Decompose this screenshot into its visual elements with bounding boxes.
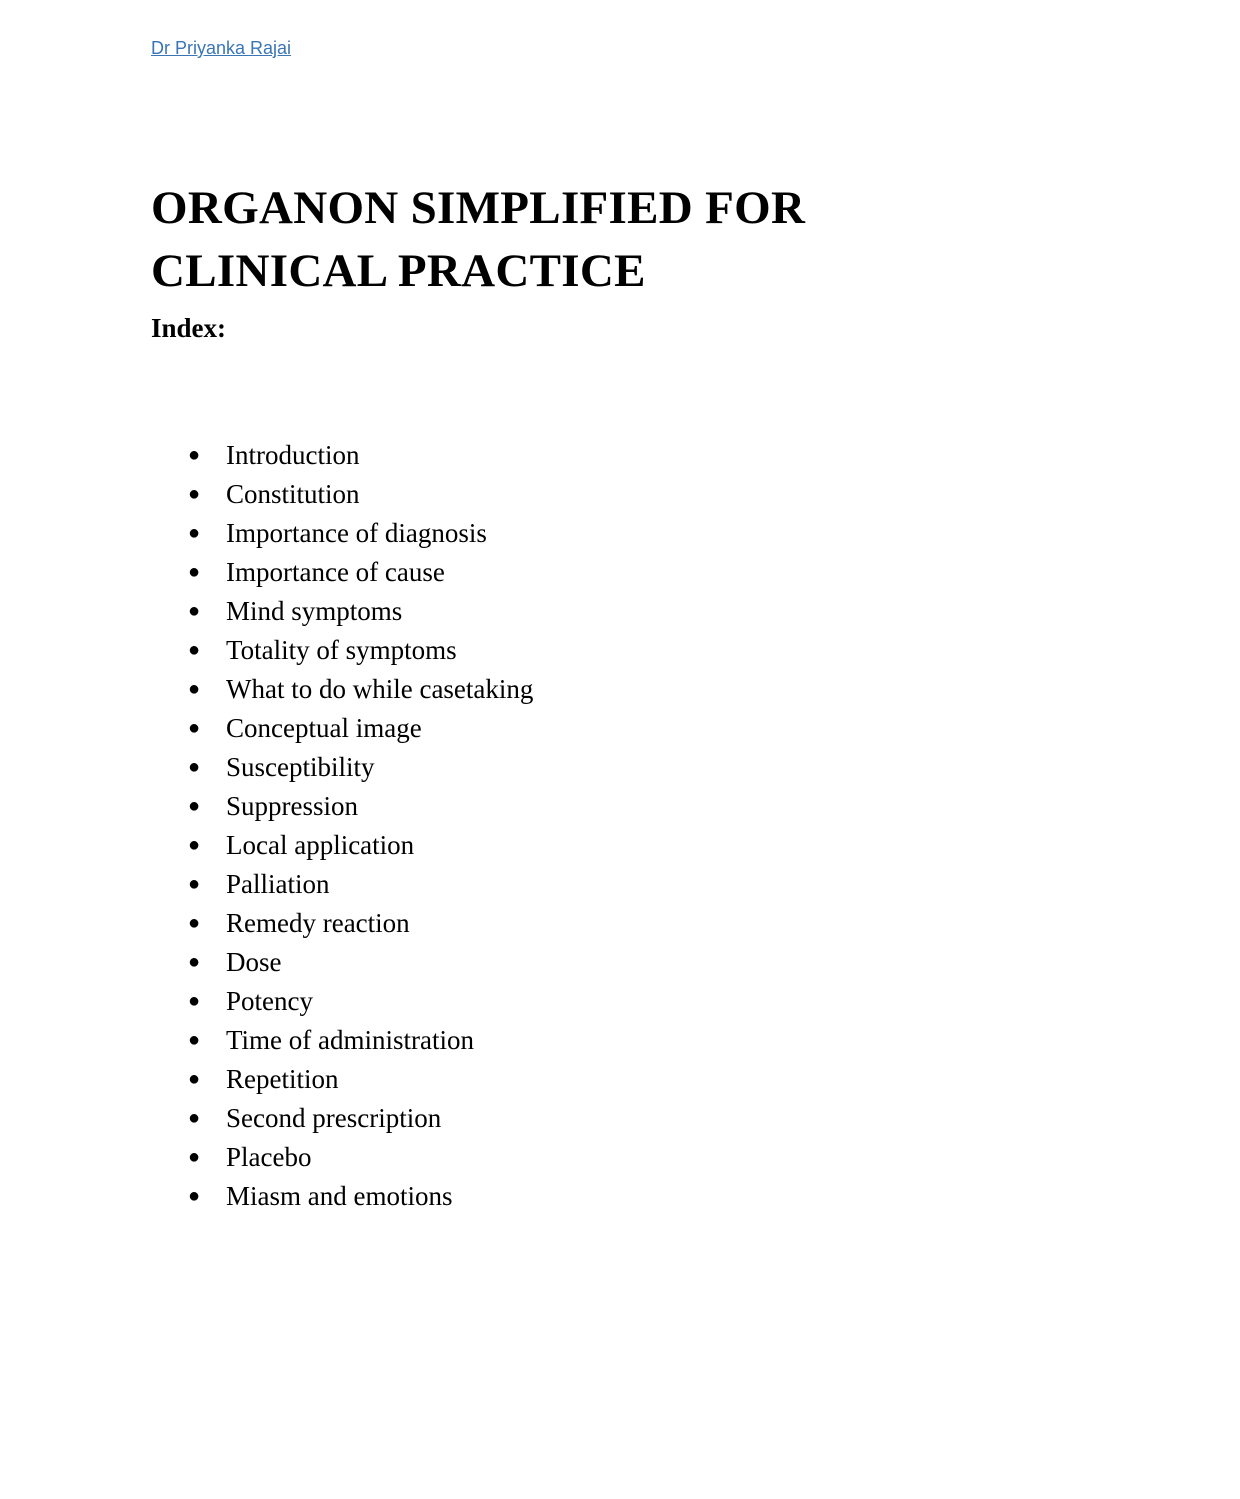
- index-list: [151, 436, 1051, 1216]
- page-title: ORGANON SIMPLIFIED FOR CLINICAL PRACTICE: [151, 182, 806, 297]
- list-item-label: What to do while casetaking: [226, 674, 534, 704]
- bullet-icon: ●: [188, 1146, 201, 1168]
- bullet-icon: ●: [188, 912, 201, 934]
- bullet-icon: ●: [188, 1107, 201, 1129]
- bullet-icon: ●: [188, 951, 201, 973]
- bullet-icon: ●: [188, 1029, 201, 1051]
- list-item-label: Conceptual image: [226, 713, 422, 743]
- bullet-icon: ●: [188, 795, 201, 817]
- bullet-icon: ●: [188, 522, 201, 544]
- bullet-icon: ●: [188, 639, 201, 661]
- bullet-icon: ●: [188, 1185, 201, 1207]
- list-item: [151, 748, 1051, 787]
- bullet-icon: ●: [188, 483, 201, 505]
- list-item-label: Suppression: [226, 791, 359, 821]
- list-item: [151, 592, 1051, 631]
- list-item-label: Dose: [226, 947, 282, 977]
- list-item: [151, 904, 1051, 943]
- list-item: [151, 709, 1051, 748]
- author-link[interactable]: Dr Priyanka Rajai: [151, 38, 292, 58]
- list-item-label: Constitution: [226, 479, 360, 509]
- list-item-label: Importance of diagnosis: [226, 518, 487, 548]
- list-item-label: Remedy reaction: [226, 908, 410, 938]
- list-item-label: Importance of cause: [226, 557, 445, 587]
- bullet-icon: ●: [188, 444, 201, 466]
- bullet-icon: ●: [188, 990, 201, 1012]
- list-item: [151, 631, 1051, 670]
- bullet-icon: ●: [188, 600, 201, 622]
- list-item-label: Introduction: [226, 440, 360, 470]
- list-item-label: Second prescription: [226, 1103, 442, 1133]
- list-item: [151, 1099, 1051, 1138]
- list-item: [151, 670, 1051, 709]
- list-item: [151, 1021, 1051, 1060]
- list-item-label: Local application: [226, 830, 415, 860]
- list-item: [151, 475, 1051, 514]
- list-item-label: Mind symptoms: [226, 596, 403, 626]
- bullet-icon: ●: [188, 678, 201, 700]
- list-item: [151, 1060, 1051, 1099]
- list-item: [151, 826, 1051, 865]
- list-item-label: Time of administration: [226, 1025, 474, 1055]
- bullet-icon: ●: [188, 717, 201, 739]
- bullet-icon: ●: [188, 1068, 201, 1090]
- bullet-icon: ●: [188, 873, 201, 895]
- list-item: [151, 1177, 1051, 1216]
- list-item-label: Palliation: [226, 869, 330, 899]
- list-item: [151, 514, 1051, 553]
- list-item: [151, 865, 1051, 904]
- bullet-icon: ●: [188, 561, 201, 583]
- list-item-label: Totality of symptoms: [226, 635, 457, 665]
- list-item-label: Placebo: [226, 1142, 312, 1172]
- list-item: [151, 982, 1051, 1021]
- list-item-label: Miasm and emotions: [226, 1181, 453, 1211]
- bullet-icon: ●: [188, 756, 201, 778]
- bullet-icon: ●: [188, 834, 201, 856]
- list-item: [151, 1138, 1051, 1177]
- list-item: [151, 436, 1051, 475]
- list-item: [151, 787, 1051, 826]
- list-item: [151, 943, 1051, 982]
- list-item: [151, 553, 1051, 592]
- index-heading: Index:: [151, 313, 227, 343]
- list-item-label: Susceptibility: [226, 752, 375, 782]
- list-item-label: Repetition: [226, 1064, 339, 1094]
- list-item-label: Potency: [226, 986, 313, 1016]
